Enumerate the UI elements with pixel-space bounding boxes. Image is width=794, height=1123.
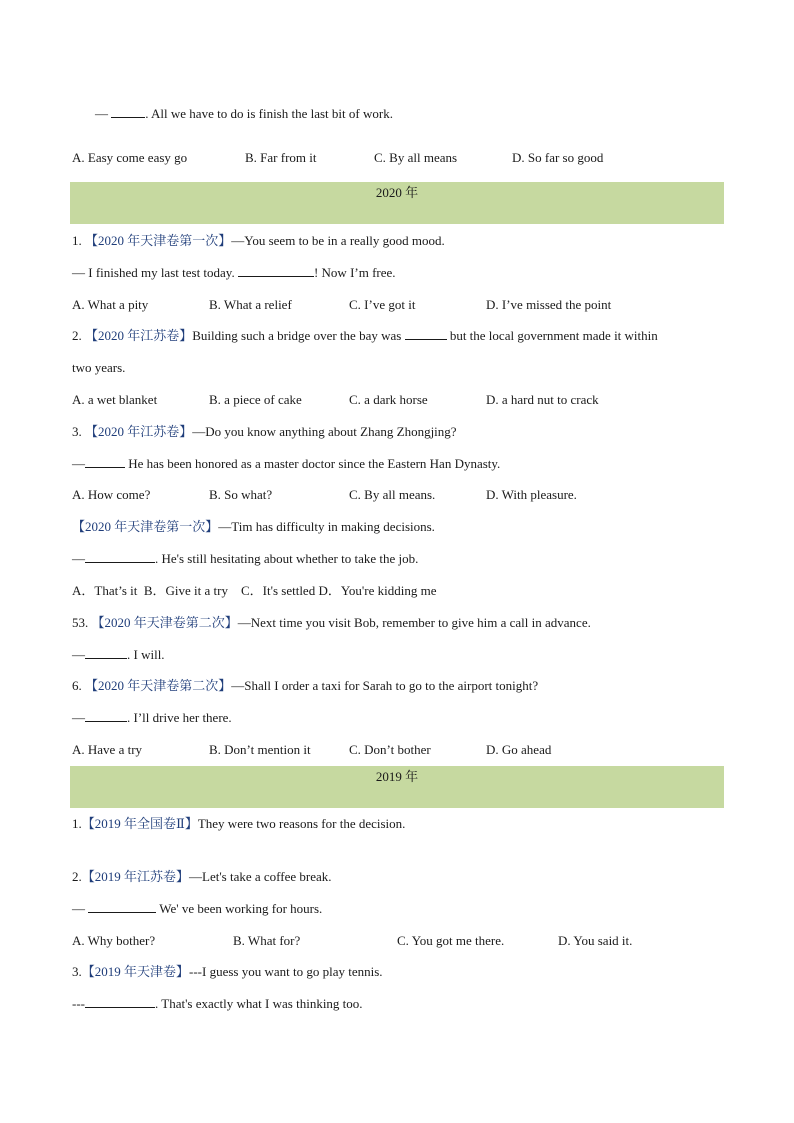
q8-option-b: B. What for? [233,933,301,948]
answer-blank [111,106,145,118]
question-prompt: —Tim has difficulty in making decisions. [218,519,435,534]
source-tag: 【2020 年江苏卷】 [85,328,193,343]
q6-option-a: A. Have a try [72,742,143,757]
q6-option-c: C. Don’t bother [349,742,431,757]
q4-option-a: A．That’s it [72,583,138,598]
q1-option-a: A. What a pity [72,297,149,312]
question-2-2019-reply [72,901,322,917]
answer-blank [405,328,447,340]
question-2-2020 [72,328,658,344]
answer-blank [85,996,155,1008]
source-tag: 【2020 年江苏卷】 [85,424,193,439]
reply-text: He has been honored as a master doctor since the Eastern Han Dynasty. [125,456,501,471]
source-tag: 【2020 年天津卷第二次】 [91,615,238,630]
intro-text: . All we have to do is finish the last bit of work. [145,106,393,121]
q4-option-b: B．Give it a try [143,583,228,598]
source-tag: 【2020 年天津卷第二次】 [85,678,232,693]
question-1-reply [72,265,396,281]
question-3-2020 [72,424,457,440]
question-prompt: ---I guess you want to go play tennis. [189,964,383,979]
reply-text: . He's still hesitating about whether to take the job. [155,551,419,566]
q3-option-c: C. By all means. [349,487,436,502]
intro-dash-line [95,106,393,122]
question-6-reply [72,710,232,726]
answer-blank [85,456,125,468]
reply-text: We' ve been working for hours. [156,901,323,916]
q8-option-d: D. You said it. [558,933,633,948]
question-number: 1. [72,233,82,248]
source-tag: 【2020 年天津卷第一次】 [72,519,219,534]
answer-blank [85,710,127,722]
source-tag: 【2020 年天津卷第一次】 [85,233,232,248]
q6-option-d: D. Go ahead [486,742,552,757]
question-4-2020 [72,519,435,535]
section-banner-2019: 2019 年 [70,766,724,808]
reply-text: — [72,551,85,566]
question-53-reply [72,647,165,663]
answer-blank [85,647,127,659]
source-tag: 【2019 年天津卷】 [81,964,190,979]
question-number: 3. [72,424,82,439]
question-1-2020 [72,233,445,249]
q8-option-c: C. You got me there. [397,933,505,948]
question-prompt: but the local government made it within [446,328,658,343]
q4-option-d: D．You're kidding me [318,583,437,598]
question-prompt: —Do you know anything about Zhang Zhongjing? [192,424,457,439]
section-banner-2020: 2020 年 [70,182,724,224]
reply-text: — [72,710,85,725]
question-prompt: —You seem to be in a really good mood. [231,233,445,248]
q1-option-d: D. I’ve missed the point [486,297,612,312]
reply-text: — [72,901,89,916]
question-3-2019-reply [72,996,363,1012]
q6-option-b: B. Don’t mention it [209,742,311,757]
answer-blank [238,265,314,277]
intro-option-d: D. So far so good [512,150,604,165]
question-prompt: —Shall I order a taxi for Sarah to go to the airport tonight? [231,678,539,693]
intro-option-a: A. Easy come easy go [72,150,188,165]
question-3-reply [72,456,500,472]
q3-option-a: A. How come? [72,487,151,502]
question-number: 3. [72,964,82,979]
q2-option-d: D. a hard nut to crack [486,392,599,407]
reply-text: — [72,456,85,471]
intro-option-b: B. Far from it [245,150,317,165]
question-4-reply [72,551,418,567]
answer-blank [88,901,156,913]
reply-text: . I will. [127,647,165,662]
q2-option-b: B. a piece of cake [209,392,302,407]
reply-text: --- [72,996,85,1011]
q3-option-d: D. With pleasure. [486,487,577,502]
dash: — [95,106,112,121]
question-prompt: —Next time you visit Bob, remember to give him a call in advance. [237,615,591,630]
q1-option-c: C. I’ve got it [349,297,416,312]
question-1-2019 [72,816,405,832]
question-prompt: They were two reasons for the decision. [197,816,406,831]
reply-text: — I finished my last test today. [72,265,238,280]
q8-option-a: A. Why bother? [72,933,156,948]
intro-option-c: C. By all means [374,150,458,165]
question-6-2020 [72,678,538,694]
question-53-2020 [72,615,591,631]
q1-option-b: B. What a relief [209,297,292,312]
answer-blank [85,551,155,563]
reply-text: — [72,647,85,662]
question-prompt: Building such a bridge over the bay was [192,328,405,343]
question-number: 2. [72,328,82,343]
question-number: 53. [72,615,89,630]
q4-options [72,583,436,599]
source-tag: 【2019 年全国卷Ⅱ】 [81,816,198,831]
question-number: 2. [72,869,82,884]
reply-text: . That's exactly what I was thinking too. [155,996,363,1011]
question-number: 1. [72,816,82,831]
question-2-2019 [72,869,332,885]
question-prompt: —Let's take a coffee break. [189,869,332,884]
reply-text: . I’ll drive her there. [127,710,232,725]
q2-option-c: C. a dark horse [349,392,428,407]
q4-option-c: C．It's settled [241,583,316,598]
reply-text: ! Now I’m free. [313,265,396,280]
question-number: 6. [72,678,82,693]
source-tag: 【2019 年江苏卷】 [81,869,190,884]
question-2-cont: two years. [72,360,126,375]
q3-option-b: B. So what? [209,487,273,502]
question-3-2019 [72,964,383,980]
q2-option-a: A. a wet blanket [72,392,158,407]
